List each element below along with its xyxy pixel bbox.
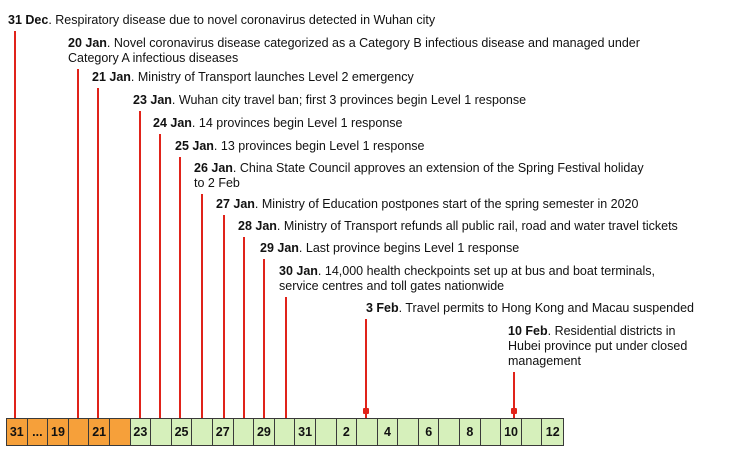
event-description: 14,000 health checkpoints set up at bus and boat terminals, [324, 264, 655, 278]
axis-cell: 21 [89, 419, 110, 445]
timeline-event: 27 Jan. Ministry of Education postpones start of the spring semester in 2020 [216, 197, 639, 211]
event-description: Hubei province put under closed [508, 339, 688, 353]
event-description: 13 provinces begin Level 1 response [220, 139, 425, 153]
event-description: 14 provinces begin Level 1 response [198, 116, 403, 130]
axis-cell [398, 419, 419, 445]
event-description: management [508, 354, 581, 368]
event-description: Respiratory disease due to novel coronavirus detected in Wuhan city [55, 13, 436, 27]
axis-cell: 8 [460, 419, 481, 445]
event-date: 24 Jan [153, 116, 192, 130]
axis-cell [151, 419, 172, 445]
timeline-event: 23 Jan. Wuhan city travel ban; first 3 provinces begin Level 1 response [133, 93, 527, 107]
axis-cell [110, 419, 131, 445]
axis-cell [234, 419, 255, 445]
event-description: Travel permits to Hong Kong and Macau suspended [405, 301, 694, 315]
event-description: Ministry of Transport refunds all public rail, road and water travel tickets [283, 219, 678, 233]
event-description: Last province begins Level 1 response [305, 241, 520, 255]
event-date: 27 Jan [216, 197, 255, 211]
axis-cell: 2 [337, 419, 358, 445]
event-date: 3 Feb [366, 301, 399, 315]
event-date: 30 Jan [279, 264, 318, 278]
axis-cell [481, 419, 502, 445]
event-stem [77, 69, 79, 418]
date-axis [6, 418, 564, 446]
axis-cell: 10 [501, 419, 522, 445]
event-description: Ministry of Education postpones start of the spring semester in 2020 [261, 197, 639, 211]
event-description: Wuhan city travel ban; first 3 provinces begin Level 1 response [178, 93, 527, 107]
event-stem [179, 157, 181, 418]
timeline-event: 25 Jan. 13 provinces begin Level 1 response [175, 139, 425, 153]
axis-cell [275, 419, 296, 445]
timeline-event: 31 Dec. Respiratory disease due to novel coronavirus detected in Wuhan city [8, 13, 436, 27]
event-stem [139, 111, 141, 418]
axis-cell: 4 [378, 419, 399, 445]
axis-cell: 31 [7, 419, 28, 445]
event-date: 26 Jan [194, 161, 233, 175]
event-date: 21 Jan [92, 70, 131, 84]
event-description: Category A infectious diseases [68, 51, 239, 65]
event-marker-dot [511, 408, 517, 414]
axis-cell: 12 [542, 419, 563, 445]
axis-cell [69, 419, 90, 445]
event-stem [285, 297, 287, 418]
event-stem [243, 237, 245, 418]
axis-cell: 31 [295, 419, 316, 445]
event-stem [159, 134, 161, 418]
axis-cell: 27 [213, 419, 234, 445]
axis-cell: 29 [254, 419, 275, 445]
axis-cell [357, 419, 378, 445]
event-date: 10 Feb [508, 324, 548, 338]
event-stem [263, 259, 265, 418]
event-marker-dot [363, 408, 369, 414]
timeline-event: 20 Jan. Novel coronavirus disease categorized as a Category B infectious disease and managed under Category A infectious diseases [68, 36, 640, 65]
event-date: 31 Dec [8, 13, 49, 27]
timeline-event: 3 Feb. Travel permits to Hong Kong and Macau suspended [366, 301, 694, 315]
axis-cell: 19 [48, 419, 69, 445]
event-description: to 2 Feb [194, 176, 240, 190]
event-stem [201, 194, 203, 418]
event-stem [14, 31, 16, 418]
axis-cell: ... [28, 419, 49, 445]
axis-cell [192, 419, 213, 445]
event-stem [223, 215, 225, 418]
timeline-event: 29 Jan. Last province begins Level 1 response [260, 241, 520, 255]
event-description: China State Council approves an extension of the Spring Festival holiday [239, 161, 644, 175]
axis-cell: 23 [131, 419, 152, 445]
event-description: Novel coronavirus disease categorized as a Category B infectious disease and managed under [113, 36, 640, 50]
axis-cell: 6 [419, 419, 440, 445]
axis-cell [439, 419, 460, 445]
event-description: Residential districts in [554, 324, 676, 338]
event-date: 23 Jan [133, 93, 172, 107]
event-description: Ministry of Transport launches Level 2 emergency [137, 70, 414, 84]
timeline-event: 24 Jan. 14 provinces begin Level 1 response [153, 116, 403, 130]
timeline-event: 10 Feb. Residential districts in Hubei province put under closed management [508, 324, 688, 368]
timeline-event: 28 Jan. Ministry of Transport refunds all public rail, road and water travel tickets [238, 219, 678, 233]
event-stem [365, 319, 367, 418]
timeline-event: 26 Jan. China State Council approves an extension of the Spring Festival holiday to 2 Feb [194, 161, 644, 190]
event-date: 20 Jan [68, 36, 107, 50]
axis-cell: 25 [172, 419, 193, 445]
axis-cell [316, 419, 337, 445]
event-date: 29 Jan [260, 241, 299, 255]
timeline-event: 21 Jan. Ministry of Transport launches Level 2 emergency [92, 70, 414, 84]
event-date: 25 Jan [175, 139, 214, 153]
event-stem [97, 88, 99, 418]
timeline-event: 30 Jan. 14,000 health checkpoints set up at bus and boat terminals, service centres and toll gates nationwide [279, 264, 655, 293]
event-description: service centres and toll gates nationwide [279, 279, 505, 293]
axis-cell [522, 419, 543, 445]
event-date: 28 Jan [238, 219, 277, 233]
